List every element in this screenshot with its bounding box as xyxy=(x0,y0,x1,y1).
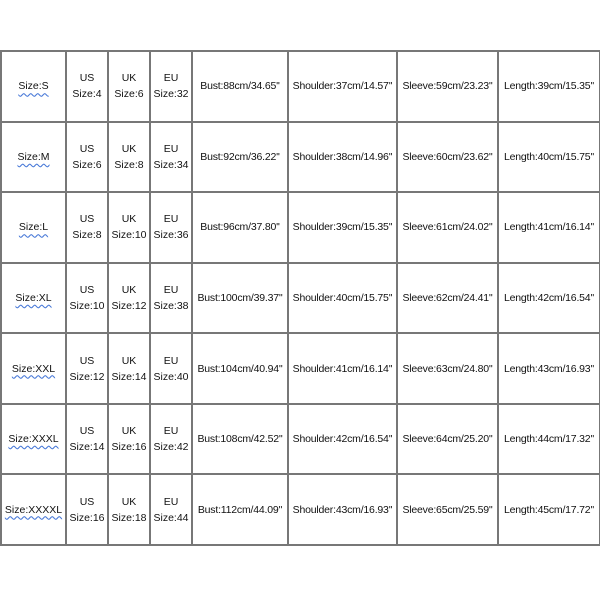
size-label: Size:M xyxy=(17,150,50,163)
size-cell xyxy=(1,122,66,193)
us-size-cell xyxy=(66,474,108,545)
uk-size-value: Size:8 xyxy=(114,158,144,171)
uk-size-cell xyxy=(108,404,150,475)
uk-label: UK xyxy=(121,495,137,508)
table-row xyxy=(1,474,600,545)
us-label: US xyxy=(79,213,95,226)
shoulder-cell: Shoulder:37cm/14.57'' xyxy=(288,51,397,122)
eu-size-cell xyxy=(150,474,192,545)
shoulder-cell: Shoulder:38cm/14.96'' xyxy=(288,122,397,193)
uk-size-cell xyxy=(108,51,150,122)
uk-size-value: Size:12 xyxy=(111,299,147,312)
size-cell xyxy=(1,404,66,475)
us-label: US xyxy=(79,142,95,155)
eu-label: EU xyxy=(163,142,179,155)
uk-label: UK xyxy=(121,142,137,155)
eu-label: EU xyxy=(163,425,179,438)
eu-size-cell xyxy=(150,263,192,334)
bust-cell: Bust:108cm/42.52'' xyxy=(192,404,288,475)
length-cell: Length:41cm/16.14'' xyxy=(498,192,600,263)
bust-cell: Bust:88cm/34.65'' xyxy=(192,51,288,122)
us-size-value: Size:8 xyxy=(72,229,102,242)
table-row xyxy=(1,404,600,475)
size-label: Size:S xyxy=(18,80,49,93)
eu-size-value: Size:34 xyxy=(153,158,189,171)
size-cell xyxy=(1,333,66,404)
uk-size-cell xyxy=(108,474,150,545)
bust-cell: Bust:100cm/39.37'' xyxy=(192,263,288,334)
size-cell xyxy=(1,192,66,263)
us-size-value: Size:4 xyxy=(72,88,102,101)
eu-label: EU xyxy=(163,495,179,508)
table-row xyxy=(1,51,600,122)
us-label: US xyxy=(79,425,95,438)
sleeve-cell: Sleeve:59cm/23.23'' xyxy=(397,51,498,122)
us-label: US xyxy=(79,283,95,296)
uk-label: UK xyxy=(121,354,137,367)
uk-size-cell xyxy=(108,122,150,193)
us-size-value: Size:12 xyxy=(69,370,105,383)
us-size-value: Size:16 xyxy=(69,511,105,524)
table-row xyxy=(1,192,600,263)
eu-size-value: Size:40 xyxy=(153,370,189,383)
us-size-value: Size:14 xyxy=(69,441,105,454)
sleeve-cell: Sleeve:61cm/24.02'' xyxy=(397,192,498,263)
sleeve-cell: Sleeve:63cm/24.80'' xyxy=(397,333,498,404)
length-cell: Length:40cm/15.75'' xyxy=(498,122,600,193)
eu-label: EU xyxy=(163,354,179,367)
size-cell xyxy=(1,474,66,545)
eu-size-value: Size:36 xyxy=(153,229,189,242)
size-chart-table xyxy=(0,50,600,546)
eu-size-value: Size:44 xyxy=(153,511,189,524)
eu-label: EU xyxy=(163,72,179,85)
size-label: Size:XXXXL xyxy=(4,503,63,516)
table-row xyxy=(1,122,600,193)
bust-cell: Bust:104cm/40.94'' xyxy=(192,333,288,404)
eu-label: EU xyxy=(163,213,179,226)
us-size-cell xyxy=(66,122,108,193)
shoulder-cell: Shoulder:40cm/15.75'' xyxy=(288,263,397,334)
table-row xyxy=(1,333,600,404)
size-label: Size:XXL xyxy=(11,362,56,375)
uk-size-value: Size:14 xyxy=(111,370,147,383)
sleeve-cell: Sleeve:64cm/25.20'' xyxy=(397,404,498,475)
uk-size-cell xyxy=(108,333,150,404)
uk-size-cell xyxy=(108,192,150,263)
bust-cell: Bust:92cm/36.22'' xyxy=(192,122,288,193)
length-cell: Length:42cm/16.54'' xyxy=(498,263,600,334)
size-label: Size:L xyxy=(18,221,49,234)
uk-size-value: Size:10 xyxy=(111,229,147,242)
us-label: US xyxy=(79,72,95,85)
length-cell: Length:45cm/17.72'' xyxy=(498,474,600,545)
eu-size-cell xyxy=(150,192,192,263)
size-label: Size:XL xyxy=(15,291,52,304)
us-size-value: Size:6 xyxy=(72,158,102,171)
uk-size-value: Size:18 xyxy=(111,511,147,524)
table-row xyxy=(1,263,600,334)
shoulder-cell: Shoulder:39cm/15.35'' xyxy=(288,192,397,263)
us-size-cell xyxy=(66,263,108,334)
eu-size-cell xyxy=(150,404,192,475)
sleeve-cell: Sleeve:62cm/24.41'' xyxy=(397,263,498,334)
bust-cell: Bust:112cm/44.09'' xyxy=(192,474,288,545)
uk-label: UK xyxy=(121,283,137,296)
us-size-cell xyxy=(66,404,108,475)
size-cell xyxy=(1,263,66,334)
eu-size-value: Size:38 xyxy=(153,299,189,312)
eu-size-cell xyxy=(150,333,192,404)
us-size-cell xyxy=(66,51,108,122)
size-chart-body xyxy=(1,51,600,545)
sleeve-cell: Sleeve:65cm/25.59'' xyxy=(397,474,498,545)
length-cell: Length:43cm/16.93'' xyxy=(498,333,600,404)
uk-size-cell xyxy=(108,263,150,334)
us-size-value: Size:10 xyxy=(69,299,105,312)
uk-size-value: Size:6 xyxy=(114,88,144,101)
eu-label: EU xyxy=(163,283,179,296)
eu-size-cell xyxy=(150,122,192,193)
eu-size-cell xyxy=(150,51,192,122)
uk-label: UK xyxy=(121,425,137,438)
sleeve-cell: Sleeve:60cm/23.62'' xyxy=(397,122,498,193)
size-label: Size:XXXL xyxy=(8,433,59,446)
shoulder-cell: Shoulder:42cm/16.54'' xyxy=(288,404,397,475)
us-size-cell xyxy=(66,192,108,263)
us-size-cell xyxy=(66,333,108,404)
uk-size-value: Size:16 xyxy=(111,441,147,454)
size-cell xyxy=(1,51,66,122)
us-label: US xyxy=(79,354,95,367)
length-cell: Length:44cm/17.32'' xyxy=(498,404,600,475)
eu-size-value: Size:32 xyxy=(153,88,189,101)
uk-label: UK xyxy=(121,213,137,226)
length-cell: Length:39cm/15.35'' xyxy=(498,51,600,122)
us-label: US xyxy=(79,495,95,508)
shoulder-cell: Shoulder:43cm/16.93'' xyxy=(288,474,397,545)
eu-size-value: Size:42 xyxy=(153,441,189,454)
uk-label: UK xyxy=(121,72,137,85)
shoulder-cell: Shoulder:41cm/16.14'' xyxy=(288,333,397,404)
bust-cell: Bust:96cm/37.80'' xyxy=(192,192,288,263)
